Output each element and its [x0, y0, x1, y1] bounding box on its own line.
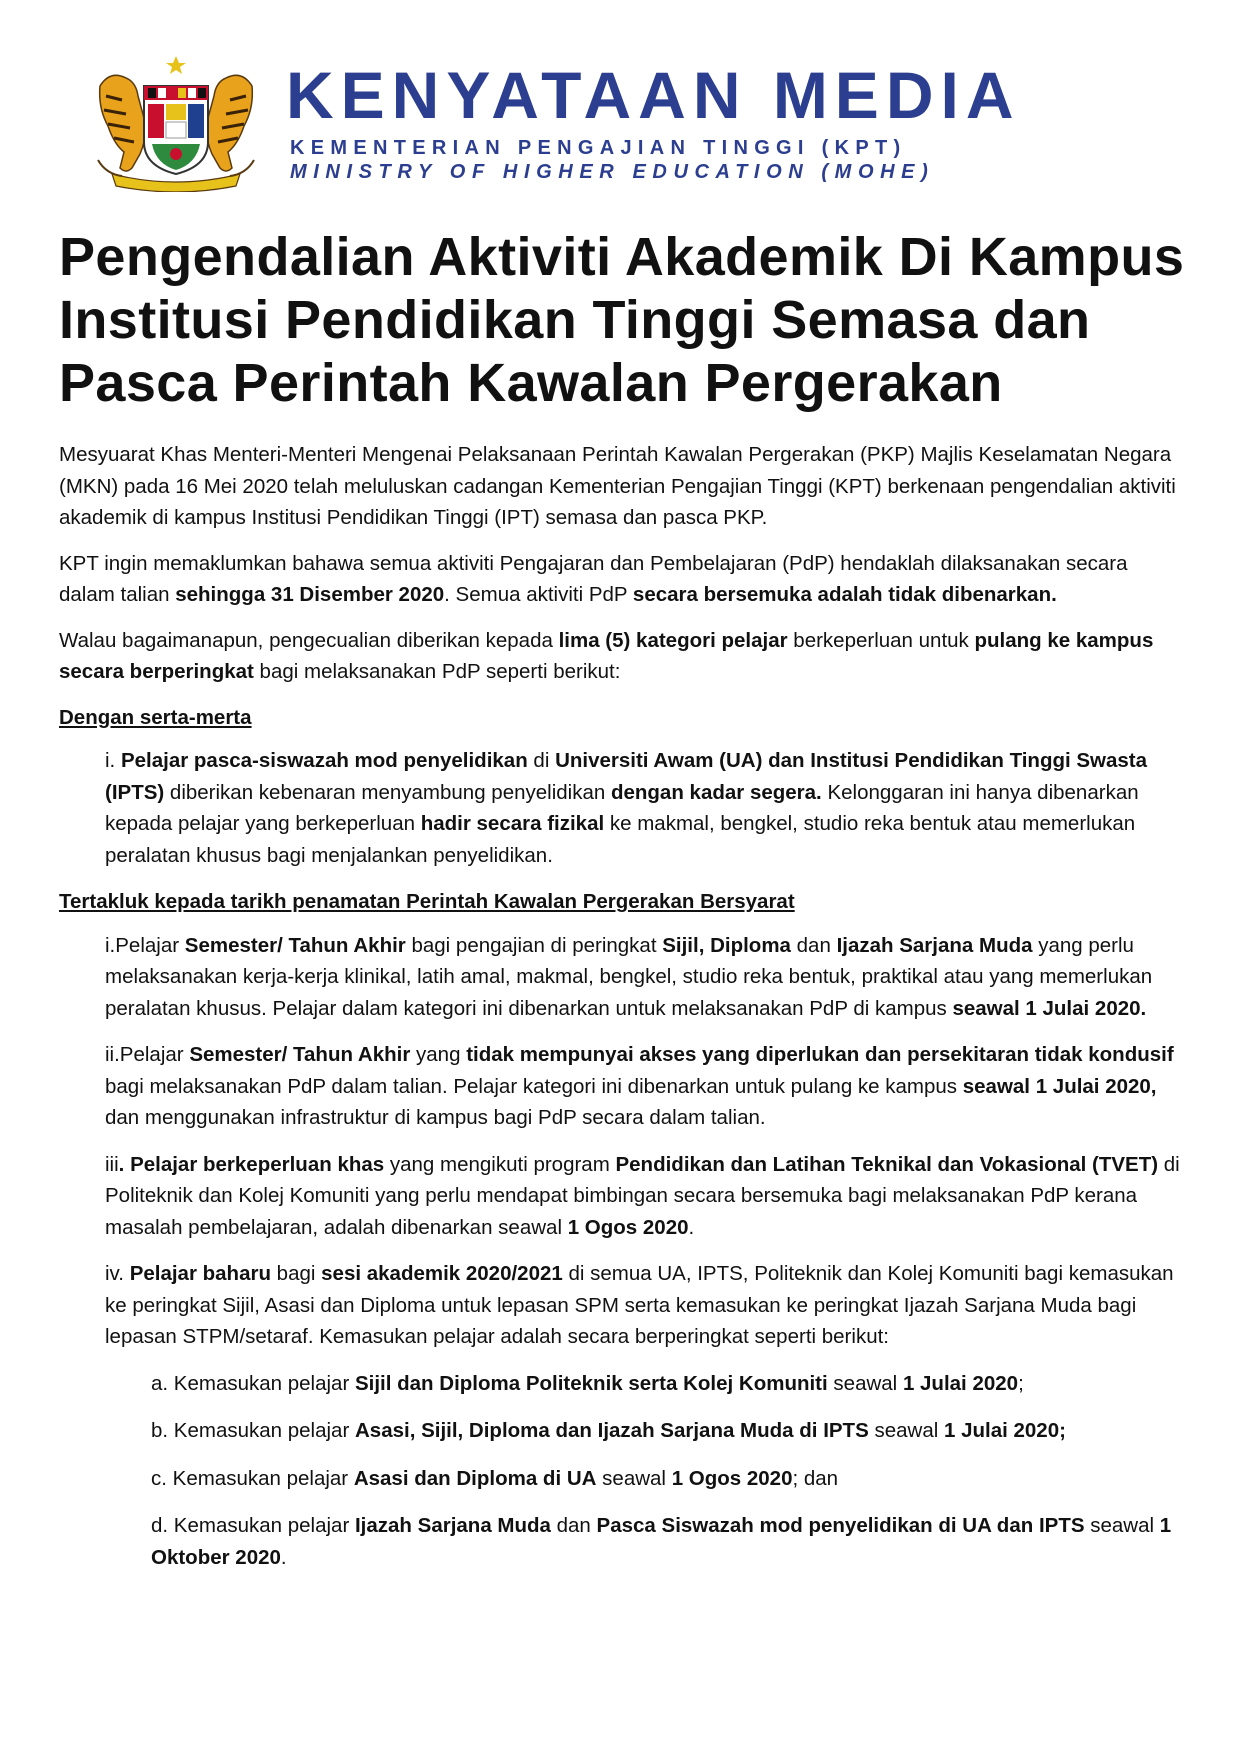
- document-title: Pengendalian Aktiviti Akademik Di Kampus Institusi Pendidikan Tinggi Semasa dan Pasca Perintah Kawalan Pergerakan: [59, 227, 1185, 413]
- sub-list-item: b. Kemasukan pelajar Asasi, Sijil, Diploma dan Ijazah Sarjana Muda di IPTS seawal 1 Julai 2020;: [151, 1419, 1066, 1442]
- paragraph-intro: Mesyuarat Khas Menteri-Menteri Mengenai Pelaksanaan Perintah Kawalan Pergerakan (PKP) Majlis Keselamatan Negara (MKN) pada 16 Mei 2020 telah meluluskan cadangan Kementerian Pengajian Tinggi (KPT) berkenaan pengendalian aktiviti akademik di kampus Institusi Pendidikan Tinggi (IPT) semasa dan pasca PKP.: [59, 443, 1176, 529]
- press-release-header: [92, 50, 1192, 200]
- malaysia-coat-of-arms-icon: [92, 56, 260, 192]
- list-item: ii.Pelajar Semester/ Tahun Akhir yang tidak mempunyai akses yang diperlukan dan persekitaran tidak kondusif bagi melaksanakan PdP dalam talian. Pelajar kategori ini dibenarkan untuk pulang ke kampus seawal 1 Julai 2020, dan menggunakan infrastruktur di kampus bagi PdP secara dalam talian.: [105, 1043, 1174, 1129]
- press-release-title: KENYATAAN MEDIA: [286, 58, 1021, 132]
- section-heading-immediate: Dengan serta-merta: [59, 705, 252, 729]
- list-item: iv. Pelajar baharu bagi sesi akademik 2020/2021 di semua UA, IPTS, Politeknik dan Kolej Komuniti bagi kemasukan ke peringkat Sijil, Asasi dan Diploma untuk lepasan SPM serta kemasukan ke peringkat Ijazah Sarjana Muda bagi lepasan STPM/setaraf. Kemasukan pelajar adalah secara berperingkat seperti berikut:: [105, 1262, 1174, 1348]
- ministry-name-english: MINISTRY OF HIGHER EDUCATION (MOHE): [290, 161, 935, 183]
- list-item: i. Pelajar pasca-siswazah mod penyelidikan di Universiti Awam (UA) dan Institusi Pendidikan Tinggi Swasta (IPTS) diberikan kebenaran menyambung penyelidikan dengan kadar segera. Kelonggaran ini hanya dibenarkan kepada pelajar yang berkeperluan hadir secara fizikal ke makmal, bengkel, studio reka bentuk atau memerlukan peralatan khusus bagi menjalankan penyelidikan.: [105, 749, 1148, 867]
- sub-list-item: c. Kemasukan pelajar Asasi dan Diploma di UA seawal 1 Ogos 2020; dan: [151, 1466, 839, 1490]
- list-item: i.Pelajar Semester/ Tahun Akhir bagi pengajian di peringkat Sijil, Diploma dan Ijazah Sarjana Muda yang perlu melaksanakan kerja-kerja klinikal, latih amal, makmal, bengkel, studio reka bentuk, praktikal atau yang memerlukan peralatan khusus. Pelajar dalam kategori ini dibenarkan untuk melaksanakan PdP di kampus seawal 1 Julai 2020.: [105, 933, 1153, 1020]
- paragraph-exceptions: Walau bagaimanapun, pengecualian diberikan kepada lima (5) kategori pelajar berkeperluan untuk pulang ke kampus secara berperingkat bagi melaksanakan PdP seperti berikut:: [59, 628, 1154, 683]
- sub-list-item: d. Kemasukan pelajar Ijazah Sarjana Muda dan Pasca Siswazah mod penyelidikan di UA dan IPTS seawal 1 Oktober 2020.: [151, 1514, 1172, 1569]
- list-item: iii. Pelajar berkeperluan khas yang mengikuti program Pendidikan dan Latihan Teknikal dan Vokasional (TVET) di Politeknik dan Kolej Komuniti yang perlu mendapat bimbingan secara bersemuka bagi melaksanakan PdP kerana masalah pembelajaran, adalah dibenarkan seawal 1 Ogos 2020.: [105, 1152, 1180, 1239]
- ministry-name-malay: KEMENTERIAN PENGAJIAN TINGGI (KPT): [290, 137, 907, 159]
- document-body: [59, 226, 1189, 1589]
- sub-list-item: a. Kemasukan pelajar Sijil dan Diploma Politeknik serta Kolej Komuniti seawal 1 Julai 2020;: [151, 1371, 1024, 1395]
- paragraph-pdp-online: KPT ingin memaklumkan bahawa semua aktiviti Pengajaran dan Pembelajaran (PdP) hendaklah dilaksanakan secara dalam talian sehingga 31 Disember 2020. Semua aktiviti PdP secara bersemuka adalah tidak dibenarkan.: [59, 551, 1128, 606]
- section-heading-conditional: Tertakluk kepada tarikh penamatan Perintah Kawalan Pergerakan Bersyarat: [59, 890, 795, 913]
